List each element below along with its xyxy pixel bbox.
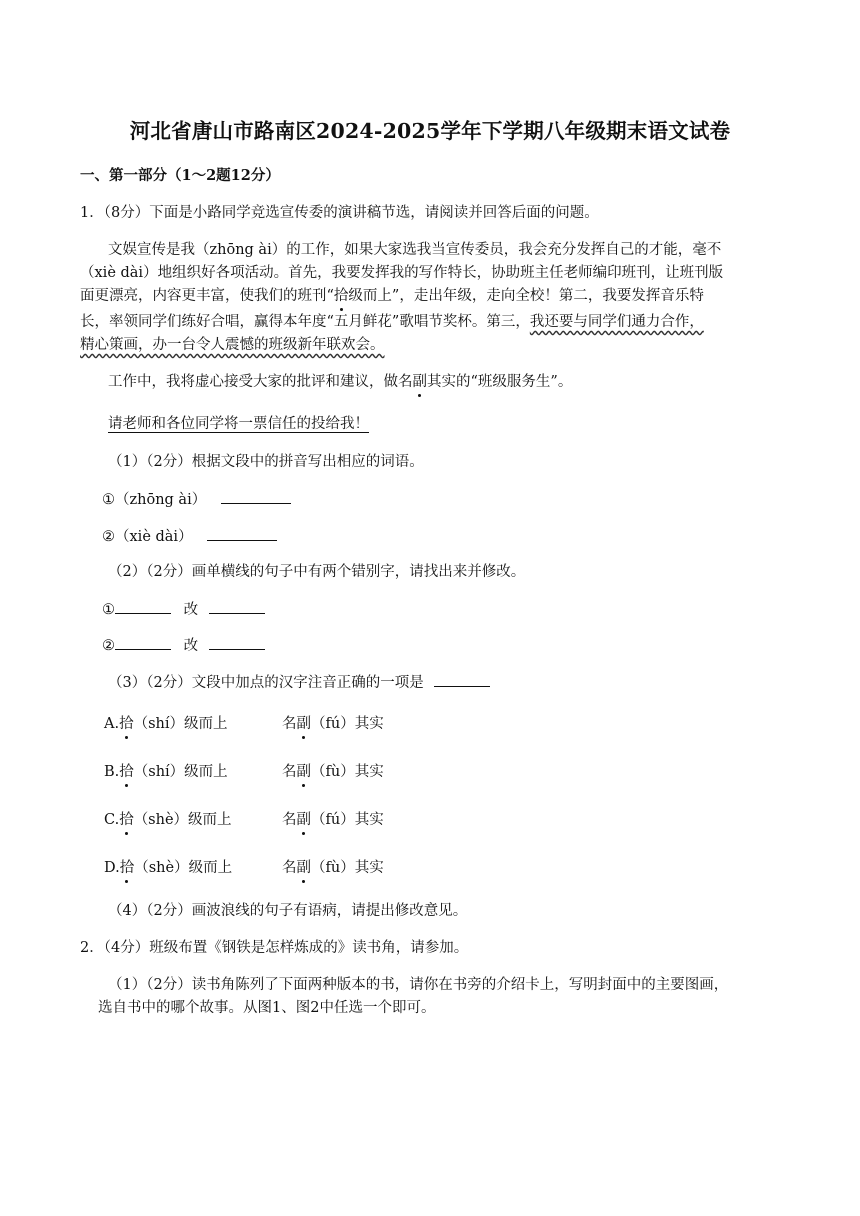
option-text: 名 [282,860,297,876]
item-number: ② [102,638,115,654]
answer-blank[interactable] [221,489,291,504]
correct-label: 改 [183,638,199,654]
item-number: ① [102,602,115,618]
passage-text: 长，率领同学们练好合唱，赢得本年度“五月鲜花”歌唱节奖杯。第三， [80,314,530,330]
dotted-char: 拾 [119,716,134,732]
option-label: D. [104,860,120,876]
option-text: （fú）其实 [311,812,384,828]
answer-blank[interactable] [207,526,277,541]
option-text: （shí）级而上 [133,764,228,780]
option-text: （shè）级而上 [133,812,232,828]
option-label: A. [104,716,120,732]
sub-question-1-item-a [102,489,291,510]
option-text: 名 [282,764,297,780]
passage-text: 其实的“班级服务生”。 [427,374,573,390]
option-label: B. [104,764,120,780]
option-text: 名 [282,812,297,828]
dotted-char: 拾 [119,812,134,828]
option-c[interactable] [104,810,232,830]
sub-question-3-text: （3）（2分）文段中加点的汉字注音正确的一项是 [108,675,424,691]
sub-question-1-item-b [102,526,277,547]
option-text: （shí）级而上 [133,716,228,732]
option-text: （fù）其实 [311,860,384,876]
answer-blank[interactable] [434,672,490,687]
sub-question-4: （4）（2分）画波浪线的句子有语病，请提出修改意见。 [108,903,468,919]
option-text: 名 [282,716,297,732]
question-1-stem: 1．（8分）下面是小路同学竞选宣传委的演讲稿节选，请阅读并回答后面的问题。 [80,205,599,221]
dotted-char: 副 [296,812,311,828]
pinyin-prompt: ②（xiè dài） [102,529,193,545]
passage-line-7 [108,414,369,434]
passage-line-2: （xiè dài）地组织好各项活动。首先，我要发挥我的写作特长，协助班主任老师编印班刊，让班刊版 [80,265,724,281]
option-a[interactable] [104,714,228,734]
sub-question-2: （2）（2分）画单横线的句子中有两个错别字，请找出来并修改。 [108,564,526,580]
option-text: （fù）其实 [311,764,384,780]
dotted-char: 副 [296,764,311,780]
dotted-char: 副 [296,860,311,876]
answer-blank[interactable] [209,635,265,650]
option-d-second [282,858,384,878]
question-2-sub-1-line-1: （1）（2分）读书角陈列了下面两种版本的书，请你在书旁的介绍卡上，写明封面中的主要图画， [108,977,729,993]
question-2-stem: 2．（4分）班级布置《钢铁是怎样炼成的》读书角，请参加。 [80,940,469,956]
answer-blank[interactable] [209,599,265,614]
answer-blank[interactable] [115,599,171,614]
option-b-second [282,762,384,782]
dotted-char: 副 [412,374,427,390]
option-label: C. [104,812,120,828]
option-c-second [282,810,384,830]
passage-line-6 [108,372,572,392]
passage-line-1: 文娱宣传是我（zhōng ài）的工作，如果大家选我当宣传委员，我会充分发挥自己的才能，毫不 [108,242,722,258]
passage-line-3 [80,286,704,306]
section-heading: 一、第一部分（1～2题12分） [80,167,280,184]
passage-text: 工作中，我将虚心接受大家的批评和建议，做名 [108,374,413,390]
page-title: 河北省唐山市路南区2024-2025学年下学期八年级期末语文试卷 [129,119,731,143]
option-text: （fú）其实 [311,716,384,732]
underlined-sentence: 请老师和各位同学将一票信任的投给我！ [108,416,369,432]
passage-line-4 [80,312,704,332]
sub-question-1: （1）（2分）根据文段中的拼音写出相应的词语。 [108,454,424,470]
question-2-sub-1-line-2: 选自书中的哪个故事。从图1、图2中任选一个即可。 [98,1000,436,1016]
wavy-underlined-sentence: 精心策画，办一台令人震憾的班级新年联欢会。 [80,337,385,353]
wavy-underlined-sentence: 我还要与同学们通力合作， [529,314,704,330]
option-d[interactable] [104,858,232,878]
dotted-char: 副 [296,716,311,732]
correct-label: 改 [183,602,199,618]
answer-blank[interactable] [115,635,171,650]
passage-text: 面更漂亮，内容更丰富，使我们的班刊“ [80,288,334,304]
passage-text: 级而上”，走出年级，走向全校！第二，我要发挥音乐特 [348,288,704,304]
option-text: （shè）级而上 [134,860,233,876]
dotted-char: 拾 [119,860,135,876]
dotted-char: 拾 [119,764,134,780]
sub-question-2-item-b [102,635,265,656]
sub-question-3 [108,672,490,693]
option-a-second [282,714,384,734]
passage-line-5 [80,335,385,355]
option-b[interactable] [104,762,228,782]
dotted-char: 拾 [333,288,349,304]
pinyin-prompt: ①（zhōng ài） [102,492,207,508]
sub-question-2-item-a [102,599,265,620]
